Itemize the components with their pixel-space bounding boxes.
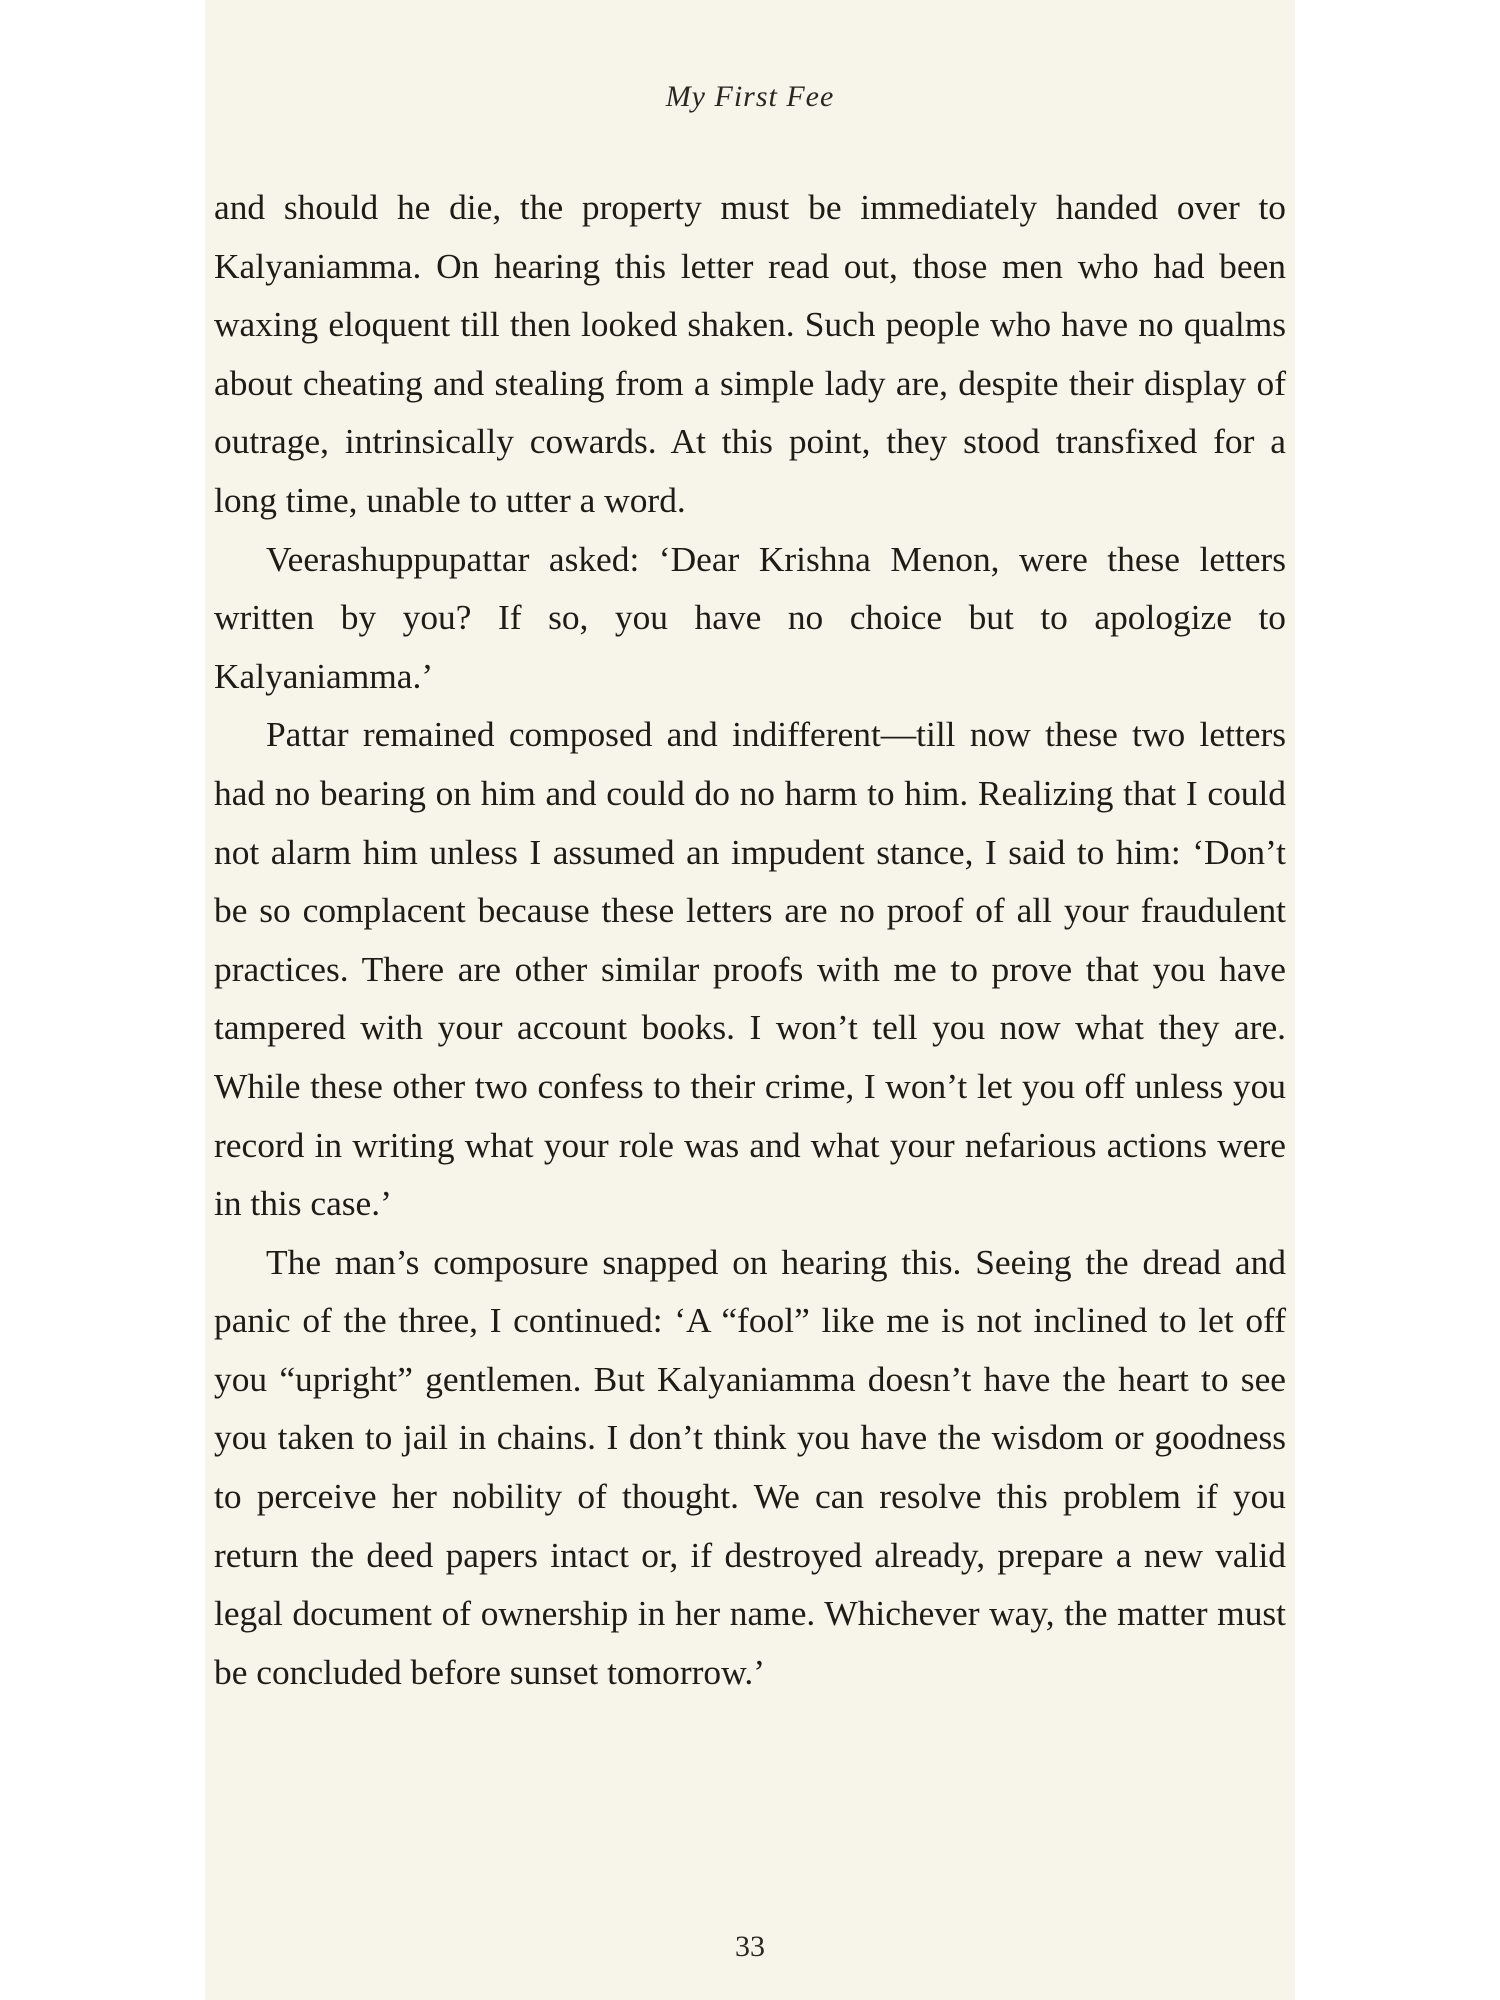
running-head: My First Fee — [665, 80, 835, 113]
paragraph: Pattar remained composed and indifferent—till now these two letters had no bearing on him and could do no harm to him. Realizing that I could not alarm him unless I assumed an impudent stance, I said to him: ‘Don’t be so complacent because these letters are no proof of all your fraudulent practices. There are other similar proofs with me to prove that you have tampered with your account books. I won’t tell you now what they are. While these other two confess to their crime, I won’t let you off unless you record in writing what your role was and what your nefarious actions were in this case.’ — [214, 714, 1286, 1224]
paragraph: Veerashuppupattar asked: ‘Dear Krishna Menon, were these letters written by you? If so, you have no choice but to apologize to Kalyaniamma.’ — [214, 538, 1286, 696]
paragraph: and should he die, the property must be immediately handed over to Kalyaniamma. On hearing this letter read out, those men who had been waxing eloquent till then looked shaken. Such people who have no qualms about cheating and stealing from a simple lady are, despite their display of outrage, intrinsically cowards. At this point, they stood transfixed for a long time, unable to utter a word. — [214, 187, 1286, 520]
book-page — [205, 0, 1295, 2000]
body-text — [214, 178, 1286, 1701]
paragraph: The man’s composure snapped on hearing this. Seeing the dread and panic of the three, I continued: ‘A “fool” like me is not inclined to let off you “upright” gentlemen. But Kalyaniamma doesn’t have the heart to see you taken to jail in chains. I don’t think you have the wisdom or goodness to perceive her nobility of thought. We can resolve this problem if you return the deed papers intact or, if destroyed already, prepare a new valid legal document of ownership in her name. Whichever way, the matter must be concluded before sunset tomorrow.’ — [214, 1241, 1286, 1692]
page-number: 33 — [735, 1930, 765, 1963]
